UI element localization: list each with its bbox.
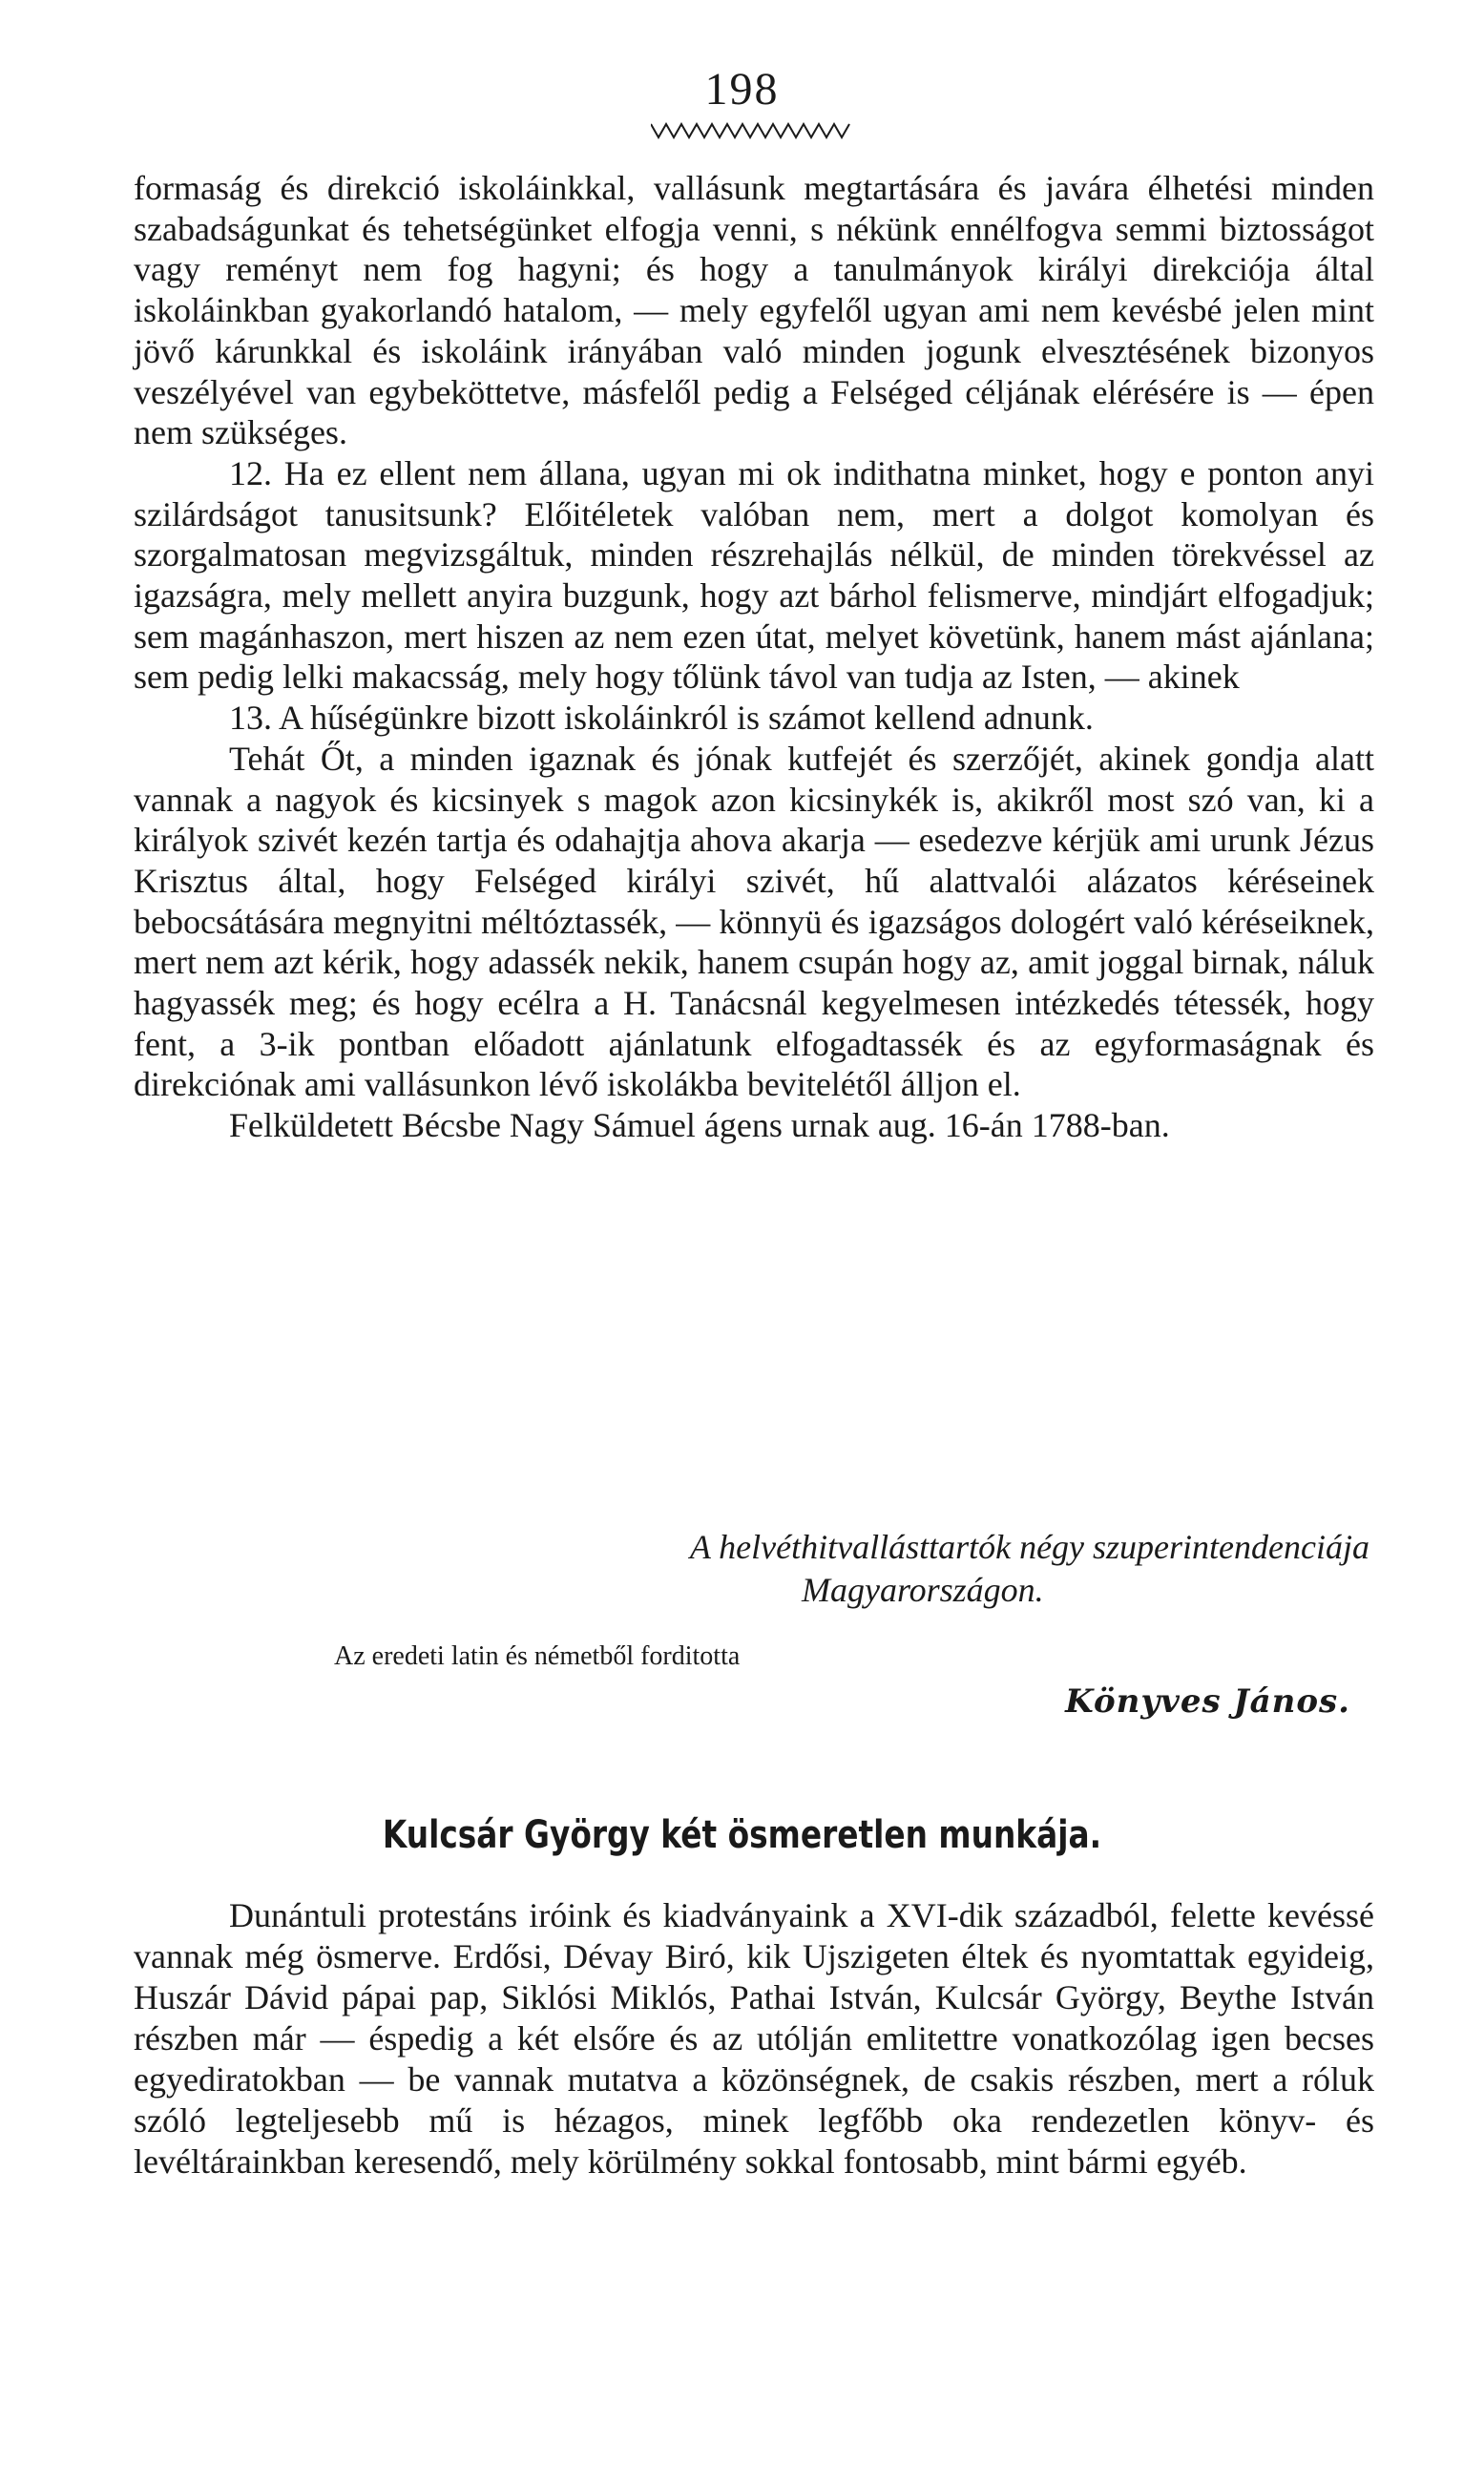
section-heading: Kulcsár György két ösmeretlen munkája. (382, 1813, 1102, 1857)
decorative-rule (651, 120, 851, 141)
paragraph: 13. A hűségünkre bizott iskoláinkról is számot kellend adnunk. (229, 699, 1094, 738)
page-number: 198 (704, 64, 780, 115)
translator-note: Az eredeti latin és németből forditotta (334, 1641, 741, 1671)
translator-name: Könyves János. (1065, 1682, 1350, 1721)
body-text-bottom (134, 1895, 1374, 2183)
body-text-top (134, 168, 1374, 1146)
signature-line-1: A helvéthitvallásttartók négy szuperintendenciája (689, 1528, 1369, 1566)
paragraph: Felküldetett Bécsbe Nagy Sámuel ágens urnak aug. 16-án 1788-ban. (229, 1106, 1170, 1145)
paragraph: Dunántuli protestáns iróink és kiadványaink a XVI-dik századból, felette kevéssé vannak még ösmerve. Erdősi, Dévay Biró, kik Ujszigeten éltek és nyomtattak egyideig, Huszár Dávid pápai pap, Siklósi Miklós, Pathai István, Kulcsár György, Beythe István részben már — éspedig a két elsőre és az utólján emlitettre vonatkozólag igen becses egyediratokban — be vannak mutatva a közönségnek, de csakis részben, mert a róluk szóló legteljesebb mű is hézagos, minek legfőbb oka rendezetlen könyv- és levéltárainkban keresendő, mely körülmény sokkal fontosabb, mint bármi egyéb. (134, 1896, 1374, 2181)
paragraph: formaság és direkció iskoláinkkal, vallásunk megtartására és javára élhetési minden szabadságunkat és tehetségünket elfogja venni, s nékünk ennélfogva semmi biztosságot vagy reményt nem fog hagyni; és hogy a tanulmányok királyi direkciója által iskoláinkban gyakorlandó hatalom, — mely egyfelől ugyan ami nem kevésbé jelen mint jövő kárunkkal és iskoláink irányában való minden jogunk elvesztésének bizonyos veszélyével van egybeköttetve, másfelől pedig a Felséged céljának elérésére is — épen nem szükséges. (134, 169, 1374, 452)
paragraph: 12. Ha ez ellent nem állana, ugyan mi ok indithatna minket, hogy e ponton anyi szilárdságot tanusitsunk? Előitéletek valóban nem, mert a dolgot komolyan és szorgalmatosan megvizsgáltuk, minden részrehajlás nélkül, de minden törekvéssel az igazságra, mely mellett anyira buzgunk, hogy azt bárhol felismerve, mindjárt elfogadjuk; sem magánhaszon, mert hiszen az nem ezen útat, melyet követünk, hanem mást ajánlana; sem pedig lelki makacsság, mely hogy tőlünk távol van tudja az Isten, — akinek (134, 453, 1374, 697)
signature-line-2: Magyarországon. (802, 1571, 1044, 1609)
paragraph: Tehát Őt, a minden igaznak és jónak kutfejét és szerzőjét, akinek gondja alatt vannak a nagyok és kicsinyek s magok azon kicsinykék is, akikről most szó van, ki a királyok szivét kezén tartja és odahajtja ahova akarja — esedezve kérjük ami urunk Jézus Krisztus által, hogy Felséged királyi szivét, hű alattvalói alázatos kéréseinek bebocsátására megnyitni méltóztassék, — könnyü és igazságos dologért való kéréseiknek, mert nem azt kérik, hogy adassék nekik, hanem csupán hogy az, amit joggal birnak, náluk hagyassék meg; és hogy ecélra a H. Tanácsnál kegyelmesen intézkedés tétessék, hogy fent, a 3-ik pontban előadott ajánlatunk elfogadtassék és az egyformaságnak és direkciónak ami vallásunkon lévő iskolákba bevitelétől álljon el. (134, 739, 1374, 1104)
